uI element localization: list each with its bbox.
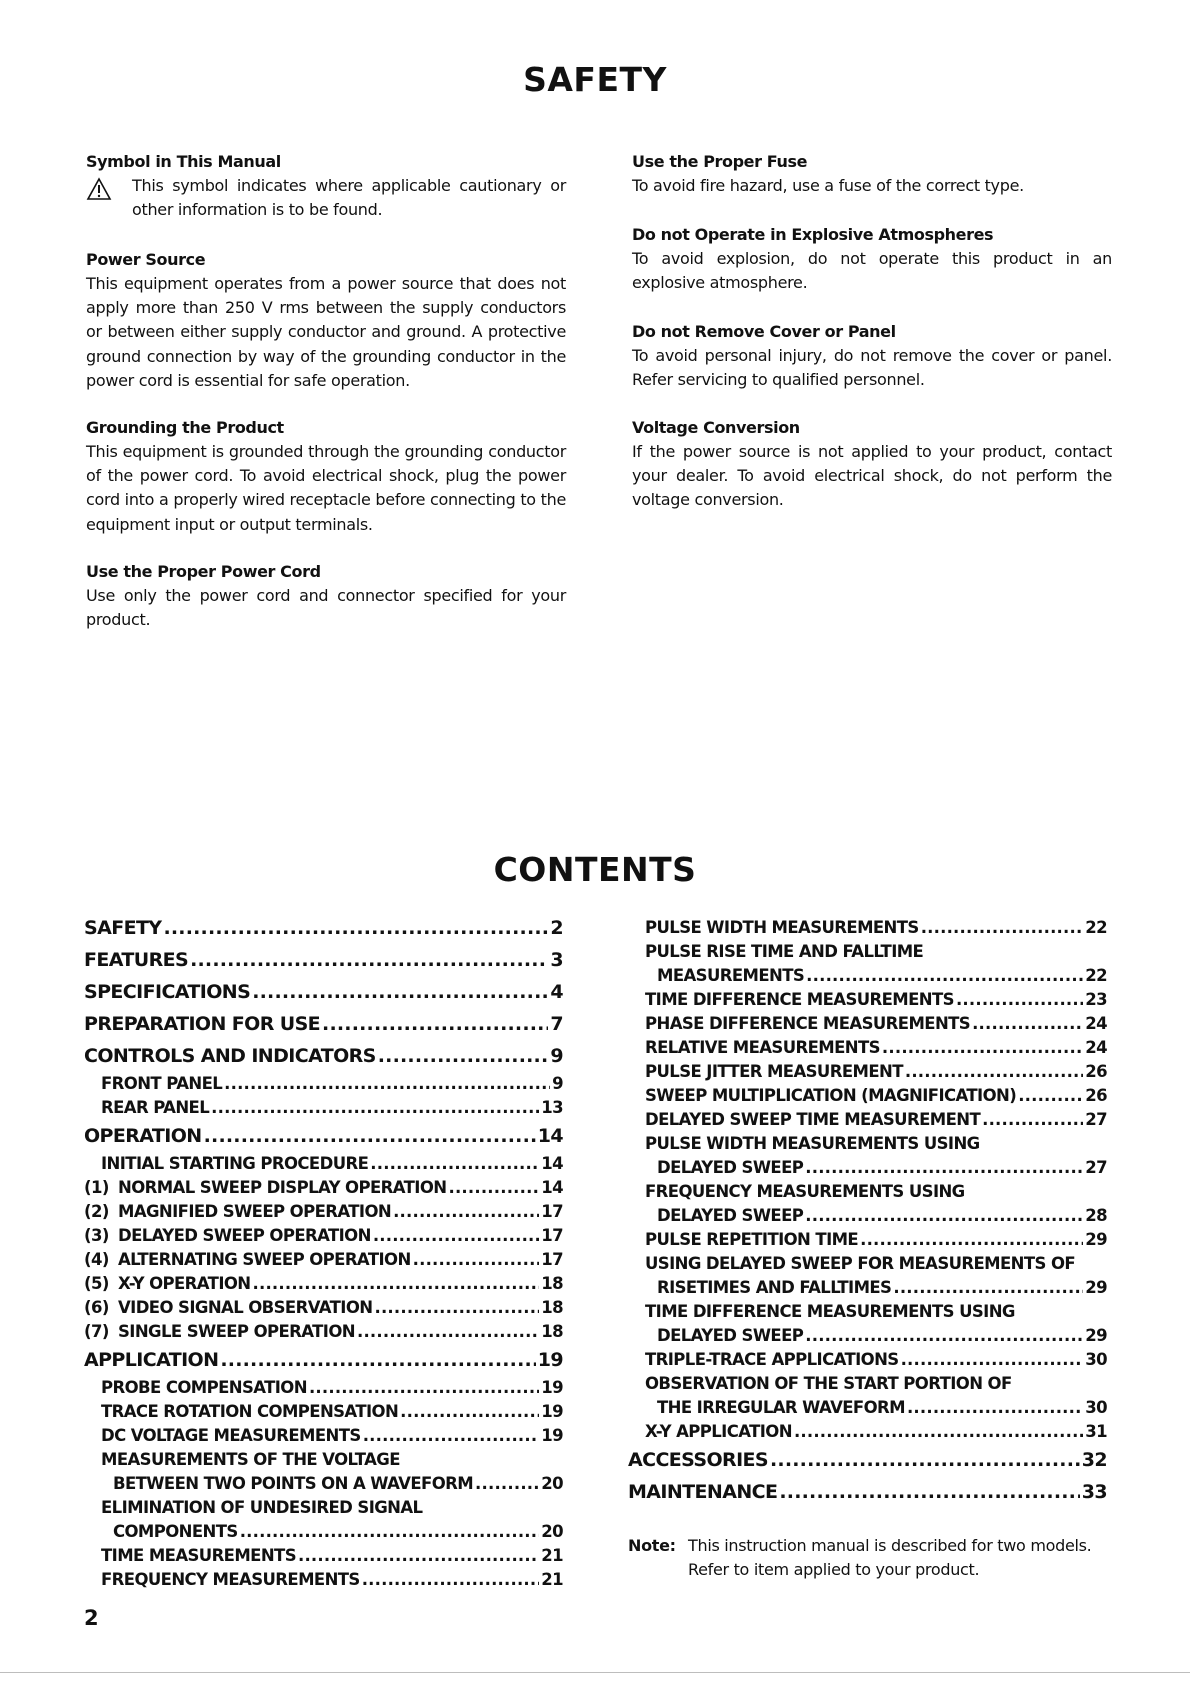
toc-subentry[interactable]: RISETIMES AND FALLTIMES ..... 29	[628, 1276, 1107, 1300]
toc-subentry-wrapped[interactable]: TIME DIFFERENCE MEASUREMENTS USING	[645, 1302, 1015, 1321]
toc-subentry[interactable]: SWEEP MULTIPLICATION (MAGNIFICATION) ..... 26	[628, 1084, 1107, 1108]
safety-section-explosive	[632, 223, 1112, 295]
section-text: This equipment operates from a power source that does not apply more than 250 V rms between the supply conductors or between either supply conductor and ground. A protective ground connection by way of the grounding conductor in the power cord is essential for safe operation.	[86, 274, 566, 390]
toc-subentry[interactable]: DELAYED SWEEP ..... 29	[628, 1324, 1107, 1348]
section-text: To avoid explosion, do not operate this product in an explosive atmosphere.	[632, 249, 1112, 293]
section-text: This symbol indicates where applicable cautionary or other information is to be found.	[132, 176, 566, 220]
section-text: Use only the power cord and connector specified for your product.	[86, 586, 566, 630]
toc-entry[interactable]: MAINTENANCE ..... 33	[628, 1476, 1107, 1508]
safety-left-column	[86, 150, 566, 630]
safety-section-grounding	[86, 416, 566, 537]
contents-title: CONTENTS	[493, 850, 697, 889]
toc-subentry-wrapped[interactable]: PULSE WIDTH MEASUREMENTS USING	[645, 1134, 980, 1153]
safety-section-power-cord	[86, 560, 566, 632]
section-text: To avoid personal injury, do not remove the cover or panel. Refer servicing to qualified personnel.	[632, 346, 1112, 390]
toc-subentry[interactable]: BETWEEN TWO POINTS ON A WAVEFORM ..... 20	[84, 1472, 563, 1496]
toc-subentry[interactable]: TIME MEASUREMENTS ..... 21	[84, 1544, 563, 1568]
note-line: This instruction manual is described for two models.	[688, 1536, 1092, 1555]
toc-subentry[interactable]: (7) SINGLE SWEEP OPERATION ..... 18	[84, 1320, 563, 1344]
toc-subentry[interactable]: PHASE DIFFERENCE MEASUREMENTS ..... 24	[628, 1012, 1107, 1036]
section-heading: Do not Remove Cover or Panel	[632, 322, 896, 341]
toc-subentry-wrapped[interactable]: OBSERVATION OF THE START PORTION OF	[645, 1374, 1012, 1393]
safety-section-voltage	[632, 416, 1112, 513]
contents-left-column	[84, 912, 563, 1592]
toc-entry[interactable]: OPERATION ..... 14	[84, 1120, 563, 1152]
toc-entry[interactable]: SAFETY ..... 2	[84, 912, 563, 944]
safety-title: SAFETY	[523, 60, 667, 99]
toc-subentry[interactable]: TRIPLE-TRACE APPLICATIONS ..... 30	[628, 1348, 1107, 1372]
safety-section-fuse	[632, 150, 1112, 198]
section-heading: Use the Proper Fuse	[632, 152, 808, 171]
toc-subentry[interactable]: MEASUREMENTS ..... 22	[628, 964, 1107, 988]
toc-subentry[interactable]: DELAYED SWEEP TIME MEASUREMENT ..... 27	[628, 1108, 1107, 1132]
toc-subentry[interactable]: REAR PANEL ..... 13	[84, 1096, 563, 1120]
toc-subentry[interactable]: COMPONENTS ..... 20	[84, 1520, 563, 1544]
section-text: If the power source is not applied to your product, contact your dealer. To avoid electrical shock, do not perform the voltage conversion.	[632, 442, 1112, 510]
toc-subentry[interactable]: RELATIVE MEASUREMENTS ..... 24	[628, 1036, 1107, 1060]
toc-subentry-wrapped[interactable]: MEASUREMENTS OF THE VOLTAGE	[101, 1450, 400, 1469]
toc-entry[interactable]: SPECIFICATIONS ..... 4	[84, 976, 563, 1008]
toc-subentry[interactable]: TRACE ROTATION COMPENSATION ..... 19	[84, 1400, 563, 1424]
scan-edge-divider	[0, 1672, 1190, 1673]
note-line: Refer to item applied to your product.	[688, 1560, 980, 1579]
page-number: 2	[84, 1606, 99, 1630]
toc-subentry-wrapped[interactable]: PULSE RISE TIME AND FALLTIME	[645, 942, 924, 961]
toc-subentry[interactable]: (6) VIDEO SIGNAL OBSERVATION ..... 18	[84, 1296, 563, 1320]
contents-right-column	[628, 916, 1107, 1508]
toc-subentry-wrapped[interactable]: USING DELAYED SWEEP FOR MEASUREMENTS OF	[645, 1254, 1076, 1273]
toc-subentry[interactable]: PROBE COMPENSATION ..... 19	[84, 1376, 563, 1400]
toc-subentry[interactable]: TIME DIFFERENCE MEASUREMENTS ..... 23	[628, 988, 1107, 1012]
safety-section-cover	[632, 320, 1112, 392]
section-heading: Do not Operate in Explosive Atmospheres	[632, 225, 994, 244]
toc-subentry-wrapped[interactable]: FREQUENCY MEASUREMENTS USING	[645, 1182, 965, 1201]
toc-entry[interactable]: PREPARATION FOR USE ..... 7	[84, 1008, 563, 1040]
section-heading: Power Source	[86, 250, 206, 269]
toc-subentry[interactable]: (3) DELAYED SWEEP OPERATION ..... 17	[84, 1224, 563, 1248]
toc-subentry[interactable]: (1) NORMAL SWEEP DISPLAY OPERATION ..... 14	[84, 1176, 563, 1200]
toc-subentry[interactable]: PULSE REPETITION TIME ..... 29	[628, 1228, 1107, 1252]
toc-subentry[interactable]: DELAYED SWEEP ..... 28	[628, 1204, 1107, 1228]
safety-section-symbol	[86, 150, 566, 222]
caution-triangle-icon	[86, 174, 132, 207]
toc-entry[interactable]: CONTROLS AND INDICATORS ..... 9	[84, 1040, 563, 1072]
note-label: Note:	[628, 1536, 676, 1555]
toc-subentry[interactable]: DELAYED SWEEP ..... 27	[628, 1156, 1107, 1180]
toc-subentry[interactable]: INITIAL STARTING PROCEDURE ..... 14	[84, 1152, 563, 1176]
section-text: To avoid fire hazard, use a fuse of the correct type.	[632, 176, 1024, 195]
section-heading: Grounding the Product	[86, 418, 284, 437]
safety-section-power-source	[86, 248, 566, 393]
toc-subentry[interactable]: DC VOLTAGE MEASUREMENTS ..... 19	[84, 1424, 563, 1448]
toc-subentry-wrapped[interactable]: ELIMINATION OF UNDESIRED SIGNAL	[101, 1498, 423, 1517]
toc-subentry[interactable]: FRONT PANEL ..... 9	[84, 1072, 563, 1096]
toc-entry[interactable]: APPLICATION ..... 19	[84, 1344, 563, 1376]
section-heading: Use the Proper Power Cord	[86, 562, 321, 581]
toc-subentry[interactable]: (2) MAGNIFIED SWEEP OPERATION ..... 17	[84, 1200, 563, 1224]
section-heading: Voltage Conversion	[632, 418, 800, 437]
toc-subentry[interactable]: FREQUENCY MEASUREMENTS ..... 21	[84, 1568, 563, 1592]
safety-right-column	[632, 150, 1112, 510]
section-heading: Symbol in This Manual	[86, 152, 281, 171]
toc-subentry[interactable]: THE IRREGULAR WAVEFORM ..... 30	[628, 1396, 1107, 1420]
toc-entry[interactable]: FEATURES ..... 3	[84, 944, 563, 976]
toc-subentry[interactable]: (4) ALTERNATING SWEEP OPERATION ..... 17	[84, 1248, 563, 1272]
note	[628, 1534, 1128, 1582]
section-text: This equipment is grounded through the grounding conductor of the power cord. To avoid electrical shock, plug the power cord into a properly wired receptacle before connecting to the equipment input or output terminals.	[86, 442, 566, 534]
toc-subentry[interactable]: X-Y APPLICATION ..... 31	[628, 1420, 1107, 1444]
toc-subentry[interactable]: PULSE JITTER MEASUREMENT ..... 26	[628, 1060, 1107, 1084]
toc-entry[interactable]: ACCESSORIES ..... 32	[628, 1444, 1107, 1476]
toc-subentry[interactable]: PULSE WIDTH MEASUREMENTS ..... 22	[628, 916, 1107, 940]
toc-subentry[interactable]: (5) X-Y OPERATION ..... 18	[84, 1272, 563, 1296]
